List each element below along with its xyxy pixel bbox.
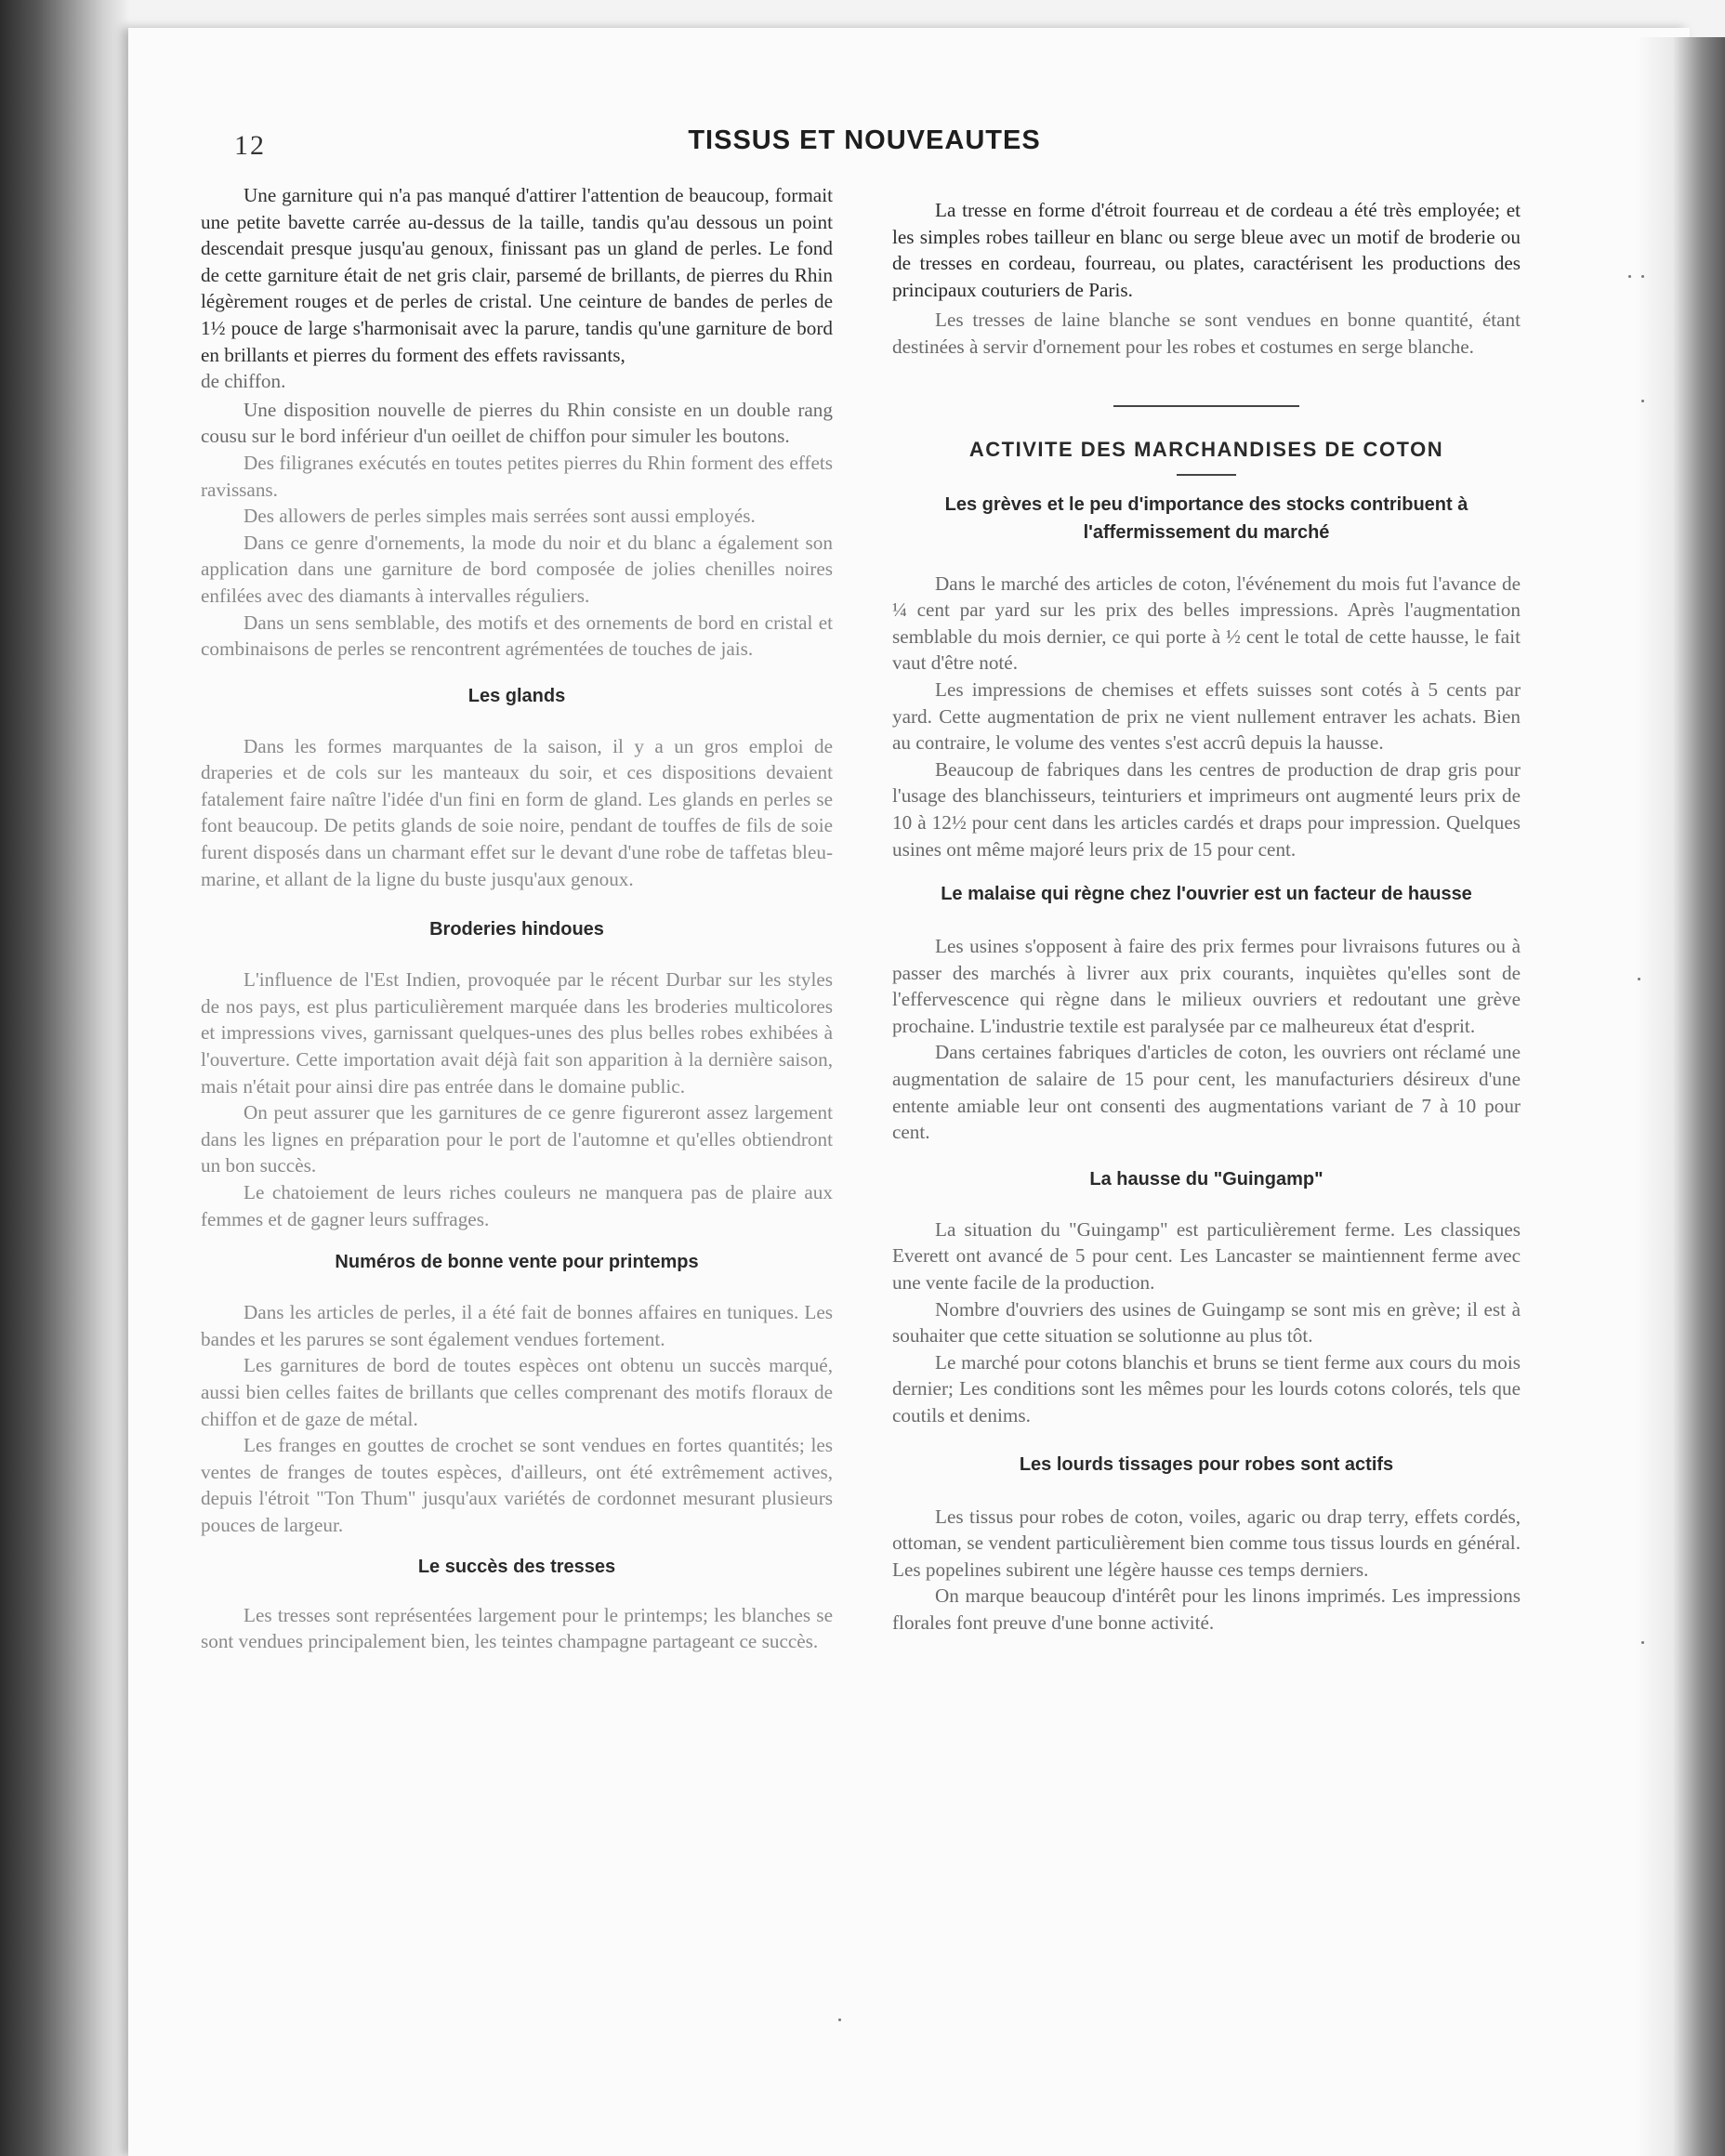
paragraph: Une disposition nouvelle de pierres du Rhin consiste en un double rang cousu sur le bord inférieur d'un oeillet de chiffon pour simuler les boutons. <box>201 398 833 448</box>
scan-speck <box>1628 275 1631 278</box>
paragraph: Dans les formes marquantes de la saison, il y a un gros emploi de draperies et de cols sur les manteaux du soir, et ces dispositions devaient fatalement faire naître l'idée d'un fini en form de gland. Les glands en perles se font beaucoup. De petits glands de soie noire, pendant de touffes de fils de soie furent disposés dans un charmant effet sur le devant d'une robe de taffetas bleu-marine, et allant de la ligne du buste jusqu'aux genoux. <box>201 734 833 890</box>
paragraph: Le chatoiement de leurs riches couleurs ne manquera pas de plaire aux femmes et de gagner leurs suffrages. <box>201 1181 833 1230</box>
page-number: 12 <box>234 130 266 161</box>
paragraph: La tresse en forme d'étroit fourreau et de cordeau a été très employée; et les simples robes tailleur en blanc ou serge bleue avec un motif de broderie ou de tresses en cordeau, fourreau, ou plates, caractérisent les productions des principaux couturiers de Paris. <box>892 199 1521 301</box>
paragraph: Beaucoup de fabriques dans les centres de production de drap gris pour l'usage des blanchisseurs, teinturiers et imprimeurs ont augmenté leurs prix de 10 à 12½ pour cent dans les articles cardés et draps pour impression. Quelques usines ont même majoré leurs prix de 15 pour cent. <box>892 757 1521 861</box>
paragraph: Dans les articles de perles, il a été fait de bonnes affaires en tuniques. Les bandes et les parures se sont également vendues fortement. <box>201 1301 833 1350</box>
paragraph: Des allowers de perles simples mais serrées sont aussi employés. <box>244 505 756 528</box>
title-underline <box>1177 474 1236 476</box>
paragraph: La situation du "Guingamp" est particulièrement ferme. Les classiques Everett ont avancé de 5 pour cent. Les Lancaster se maintiennent ferme avec une vente facile de la production. <box>892 1217 1521 1295</box>
paragraph: Dans le marché des articles de coton, l'événement du mois fut l'avance de ¼ cent par yard sur les prix des belles impressions. Après l'augmentation semblable du mois dernier, ce qui porte à ½ cent le total de cette hausse, le fait vaut d'être noté. <box>892 572 1521 675</box>
paragraph: On marque beaucoup d'intérêt pour les linons imprimés. Les impressions florales font preuve d'une bonne activité. <box>892 1584 1521 1634</box>
paragraph: Les tresses de laine blanche se sont vendues en bonne quantité, étant destinées à servir d'ornement pour les robes et costumes en serge blanche. <box>892 309 1521 358</box>
scan-speck <box>1641 1641 1644 1644</box>
scan-speck <box>838 2018 841 2021</box>
paragraph: Dans certaines fabriques d'articles de coton, les ouvriers ont réclamé une augmentation de salaire de 15 pour cent, les manufacturiers désireux d'une entente amiable leur ont consenti des augmentations variant de 7 à 10 pour cent. <box>892 1041 1521 1144</box>
subheading: La hausse du "Guingamp" <box>1089 1168 1323 1190</box>
paragraph: Dans ce genre d'ornements, la mode du noir et du blanc a également son application dans une garniture de bord composée de jolies chenilles noires enfilées avec des diamants à intervalles réguliers. <box>201 531 833 607</box>
paragraph: Les tresses sont représentées largement pour le printemps; les blanches se sont vendues principalement bien, les teintes champagne partageant ce succès. <box>201 1603 833 1653</box>
subheading: Le malaise qui règne chez l'ouvrier est un facteur de hausse <box>941 884 1472 905</box>
paragraph: Les impressions de chemises et effets suisses sont cotés à 5 cents par yard. Cette augmentation de prix ne vient nullement entraver les achats. Bien au contraire, le volume des ventes s'est accrû depuis la hausse. <box>892 677 1521 755</box>
subheading: Le succès des tresses <box>417 1556 616 1577</box>
paragraph: Les usines s'opposent à faire des prix fermes pour livraisons futures ou à passer des marchés à livrer aux prix courants, inquiètes qu'elles sont de l'effervescence qui règne dans le milieux ouvriers et redoutant une grève prochaine. L'industrie textile est paralysée par ce malheureux état d'esprit. <box>892 935 1521 1037</box>
paragraph: Les franges en gouttes de crochet se sont vendues en fortes quantités; les ventes de franges de toutes espèces, d'ailleurs, ont été extrêmement actives, depuis l'étroit "Ton Thum" jusqu'aux variétés de cordonnet mesurant plusieurs pouces de largeur. <box>201 1434 833 1536</box>
scan-speck <box>1641 400 1644 402</box>
subheading: Les grèves et le peu d'importance des stocks contribuent à l'affermissement du marché <box>944 493 1468 543</box>
paragraph: de chiffon. <box>201 370 286 393</box>
running-title: TISSUS ET NOUVEAUTES <box>688 125 1041 155</box>
section-divider <box>1113 405 1299 407</box>
scan-speck <box>1641 275 1644 278</box>
right-column <box>892 197 1521 1637</box>
paragraph: Des filigranes exécutés en toutes petites pierres du Rhin forment des effets ravissans. <box>201 451 833 501</box>
paragraph: Le marché pour cotons blanchis et bruns se tient ferme aux cours du mois dernier; Les conditions sont les mêmes pour les lourds cotons colorés, tels que coutils et denims. <box>892 1350 1521 1426</box>
paragraph: On peut assurer que les garnitures de ce genre figureront assez largement dans les lignes en préparation pour le port de l'automne et qu'elles obtiendront un bon succès. <box>201 1101 833 1177</box>
subheading: Numéros de bonne vente pour printemps <box>335 1252 699 1273</box>
left-column <box>201 182 833 1655</box>
paragraph: Une garniture qui n'a pas manqué d'attirer l'attention de beaucoup, formait une petite bavette carrée au-dessus de la taille, tandis qu'au dessous un point descendait presque jusqu'au genoux, finissant pas un gland de perles. Le fond de cette garniture était de net gris clair, parsemé de brillants, de pierres du Rhin légèrement rouges et de perles de cristal. Une ceinture de bandes de perles de 1½ pouce de large s'harmonisait avec la parure, tandis qu'une garniture de bord en brillants et pierres du forment des effets ravissants, <box>201 184 833 366</box>
paragraph: Les garnitures de bord de toutes espèces ont obtenu un succès marqué, aussi bien celles faites de brillants que celles comprenant des motifs floraux de chiffon et de gaze de métal. <box>201 1354 833 1430</box>
subheading: Les glands <box>467 685 566 706</box>
section-title: ACTIVITE DES MARCHANDISES DE COTON <box>968 437 1444 461</box>
paragraph: Dans un sens semblable, des motifs et des ornements de bord en cristal et combinaisons de perles se rencontrent agrémentées de touches de jais. <box>201 611 833 661</box>
paragraph: Les tissus pour robes de coton, voiles, agaric ou drap terry, effets cordés, ottoman, se vendent particulièrement bien comme tous tissus lourds en général. Les popelines subirent une légère hausse ces temps derniers. <box>892 1505 1521 1581</box>
subheading: Broderies hindoues <box>429 919 604 940</box>
paragraph: L'influence de l'Est Indien, provoquée par le récent Durbar sur les styles de nos pays, est plus particulièrement marquée dans les broderies multicolores et impressions vives, garnissant quelques-unes des plus belles robes exhibées à l'ouverture. Cette importation avait déjà fait son apparition à la dernière saison, mais n'était pour ainsi dire pas entrée dans le domaine public. <box>201 968 833 1098</box>
scan-speck <box>1638 978 1640 980</box>
subheading: Les lourds tissages pour robes sont actifs <box>1019 1453 1394 1475</box>
paragraph: Nombre d'ouvriers des usines de Guingamp se sont mis en grève; il est à souhaiter que cette situation se solutionne au plus tôt. <box>892 1297 1521 1348</box>
right-page-edge <box>1636 37 1725 2156</box>
